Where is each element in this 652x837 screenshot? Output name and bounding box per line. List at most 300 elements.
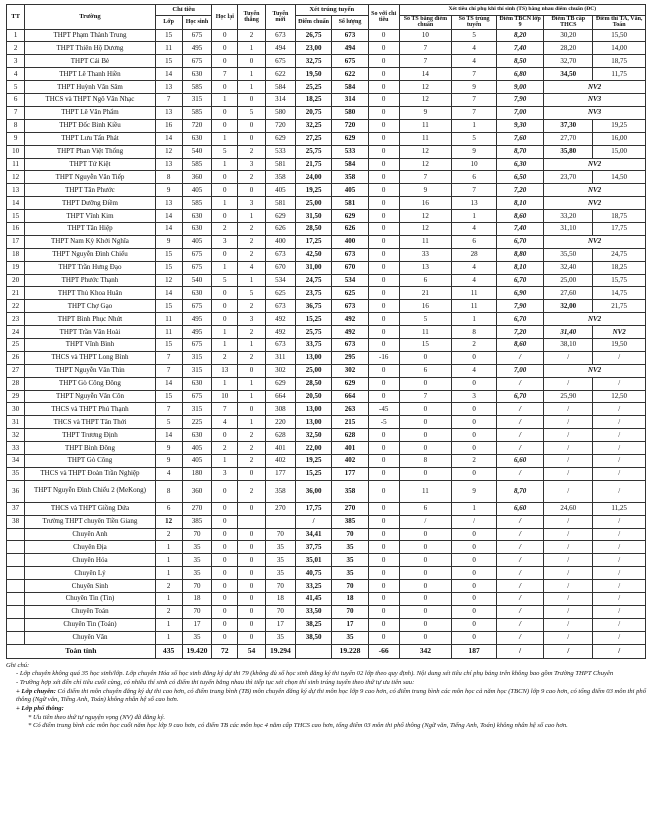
cell-school: Chuyên Toán	[25, 605, 156, 618]
cell-direct: 2	[238, 480, 266, 502]
cell-tbcn: 6,70	[497, 235, 544, 248]
cell-repeat: 7	[212, 403, 238, 416]
cell-exam3: /	[593, 416, 646, 429]
cell-tt: 22	[7, 300, 25, 313]
cell-exam3: /	[593, 554, 646, 567]
cell-students: 675	[182, 300, 212, 313]
cell-ts-admitted: 13	[452, 197, 497, 210]
table-row	[7, 145, 646, 158]
cell-tbcn: /	[497, 528, 544, 541]
cell-students: 675	[182, 248, 212, 261]
cell-ts-equal: 0	[399, 403, 451, 416]
cell-classes: 9	[155, 442, 182, 455]
cell-classes: 11	[155, 42, 182, 55]
cell-new: 401	[265, 442, 295, 455]
cell-new: 35	[265, 631, 295, 644]
cell-tb-thcs: 24,60	[544, 502, 593, 515]
cell-count: 580	[332, 106, 368, 119]
cell-cutoff: 25,00	[295, 364, 331, 377]
cell-school: THPT Trần Hưng Đạo	[25, 261, 156, 274]
cell-school: THPT Lê Văn Phẩm	[25, 106, 156, 119]
cell-classes: 7	[155, 364, 182, 377]
cell-ts-equal: 21	[399, 287, 451, 300]
cell-exam3: 14,00	[593, 42, 646, 55]
cell-vs-target: 0	[368, 55, 399, 68]
total-row	[7, 644, 646, 658]
col-students: Học sinh	[182, 16, 212, 30]
cell-cutoff: 25,00	[295, 197, 331, 210]
cell-ts-equal: 9	[399, 184, 451, 197]
cell-new: 673	[265, 29, 295, 42]
cell-vs-target: 0	[368, 94, 399, 107]
cell-repeat: 0	[212, 480, 238, 502]
cell-new: 533	[265, 145, 295, 158]
cell-vs-target: 0	[368, 119, 399, 132]
cell-ts-equal: 5	[399, 313, 451, 326]
cell-exam3: 16,00	[593, 132, 646, 145]
cell-count: 584	[332, 158, 368, 171]
col-group-tiebreak: Xét tiêu chí phụ khi thí sinh (TS) bằng nhau điểm chuẩn (ĐC)	[399, 5, 645, 16]
cell-count: 405	[332, 184, 368, 197]
total-tm: 19.294	[265, 644, 295, 658]
cell-new: 664	[265, 390, 295, 403]
cell-school: THPT Bình Phục Nhứt	[25, 313, 156, 326]
cell-repeat: 0	[212, 567, 238, 580]
cell-count: 35	[332, 631, 368, 644]
cell-count: 358	[332, 171, 368, 184]
cell-tbcn: 8,10	[497, 261, 544, 274]
cell-repeat: 0	[212, 541, 238, 554]
cell-students: 630	[182, 222, 212, 235]
cell-ts-equal: 0	[399, 605, 451, 618]
cell-direct: 0	[238, 528, 266, 541]
col-tt: TT	[7, 5, 25, 30]
cell-new: 629	[265, 132, 295, 145]
table-row	[7, 364, 646, 377]
cell-ts-equal: 0	[399, 593, 451, 606]
cell-vs-target: 0	[368, 377, 399, 390]
cell-count: 629	[332, 132, 368, 145]
cell-tt: 18	[7, 248, 25, 261]
cell-tbcn: /	[497, 403, 544, 416]
cell-tbcn: /	[497, 567, 544, 580]
cell-ts-admitted: 0	[452, 618, 497, 631]
cell-nv: NV2	[544, 158, 646, 171]
cell-repeat: 0	[212, 248, 238, 261]
cell-ts-equal: 11	[399, 235, 451, 248]
cell-students: 630	[182, 377, 212, 390]
cell-direct: 2	[238, 300, 266, 313]
cell-new: 626	[265, 222, 295, 235]
cell-ts-admitted: 0	[452, 554, 497, 567]
cell-direct: 2	[238, 29, 266, 42]
cell-vs-target: 0	[368, 515, 399, 528]
table-row	[7, 416, 646, 429]
cell-count: 302	[332, 364, 368, 377]
cell-vs-target: 0	[368, 593, 399, 606]
cell-school: Chuyên Hóa	[25, 554, 156, 567]
cell-school: THPT Thủ Khoa Huân	[25, 287, 156, 300]
cell-cutoff: 27,25	[295, 132, 331, 145]
cell-count: 35	[332, 567, 368, 580]
cell-ts-equal: 0	[399, 631, 451, 644]
table-row	[7, 580, 646, 593]
cell-direct: 0	[238, 605, 266, 618]
cell-tbcn: 6,60	[497, 502, 544, 515]
table-row	[7, 68, 646, 81]
cell-tb-thcs: /	[544, 618, 593, 631]
cell-new: 622	[265, 68, 295, 81]
cell-students: 630	[182, 210, 212, 223]
cell-ts-admitted: 4	[452, 364, 497, 377]
cell-new: 35	[265, 567, 295, 580]
cell-tbcn: 6,80	[497, 68, 544, 81]
cell-students: 585	[182, 197, 212, 210]
cell-vs-target: -5	[368, 416, 399, 429]
cell-exam3: 15,00	[593, 145, 646, 158]
cell-ts-equal: 0	[399, 429, 451, 442]
cell-direct: 4	[238, 261, 266, 274]
cell-ts-admitted: 0	[452, 528, 497, 541]
cell-cutoff: 32,50	[295, 429, 331, 442]
cell-exam3: 18,75	[593, 55, 646, 68]
cell-school: THPT Nam Kỳ Khởi Nghĩa	[25, 235, 156, 248]
cell-nv: NV2	[544, 313, 646, 326]
cell-ts-admitted: 4	[452, 55, 497, 68]
cell-exam3: /	[593, 351, 646, 364]
cell-students: 225	[182, 416, 212, 429]
cell-classes: 8	[155, 480, 182, 502]
cell-students: 540	[182, 274, 212, 287]
cell-repeat: 2	[212, 351, 238, 364]
cell-cutoff: 36,75	[295, 300, 331, 313]
cell-school: Chuyên Lý	[25, 567, 156, 580]
table-row	[7, 326, 646, 339]
cell-ts-equal: 0	[399, 351, 451, 364]
cell-direct: 2	[238, 442, 266, 455]
table-row	[7, 502, 646, 515]
cell-exam3: 18,75	[593, 210, 646, 223]
cell-vs-target: 0	[368, 287, 399, 300]
cell-students: 675	[182, 55, 212, 68]
table-row	[7, 429, 646, 442]
cell-tb-thcs: /	[544, 351, 593, 364]
cell-new: 270	[265, 502, 295, 515]
cell-vs-target: 0	[368, 442, 399, 455]
cell-ts-admitted: 4	[452, 222, 497, 235]
cell-ts-admitted: 7	[452, 68, 497, 81]
cell-repeat: 0	[212, 554, 238, 567]
cell-tb-thcs: 27,60	[544, 287, 593, 300]
cell-ts-admitted: 1	[452, 313, 497, 326]
cell-tb-thcs: 32,40	[544, 261, 593, 274]
cell-tb-thcs: 34,50	[544, 68, 593, 81]
cell-new: 673	[265, 338, 295, 351]
document	[6, 4, 646, 731]
cell-ts-equal: 13	[399, 261, 451, 274]
cell-ts-equal: 11	[399, 326, 451, 339]
cell-new: 629	[265, 377, 295, 390]
cell-classes: 1	[155, 554, 182, 567]
table-row	[7, 351, 646, 364]
cell-classes: 13	[155, 81, 182, 94]
cell-tbcn: /	[497, 442, 544, 455]
cell-ts-equal: 10	[399, 29, 451, 42]
cell-tb-thcs: /	[544, 442, 593, 455]
note-6: * Có điểm trung bình các môn học cuối năm học lớp 9 cao hơn, có điểm TB các môn học 4 năm cấp THCS cao hơn, tổng điểm 03 môn thi phổ thông (Ngữ văn, Tiếng Anh, Toán) không nhân hệ số cao hơn.	[28, 722, 568, 730]
cell-cutoff: 20,50	[295, 390, 331, 403]
cell-school: THPT Vĩnh Kim	[25, 210, 156, 223]
cell-vs-target: 0	[368, 235, 399, 248]
cell-students: 585	[182, 81, 212, 94]
cell-school: THPT Phước Thạnh	[25, 274, 156, 287]
cell-direct: 0	[238, 132, 266, 145]
cell-tb-thcs: 25,90	[544, 390, 593, 403]
cell-classes: 15	[155, 300, 182, 313]
cell-classes: 14	[155, 132, 182, 145]
cell-tbcn: 8,50	[497, 55, 544, 68]
cell-classes: 12	[155, 145, 182, 158]
cell-tbcn: /	[497, 593, 544, 606]
cell-vs-target: 0	[368, 326, 399, 339]
cell-nv: NV2	[544, 235, 646, 248]
cell-classes: 14	[155, 210, 182, 223]
cell-classes: 14	[155, 222, 182, 235]
cell-classes: 15	[155, 390, 182, 403]
note-3	[6, 688, 646, 705]
cell-students: 495	[182, 326, 212, 339]
cell-classes: 15	[155, 261, 182, 274]
cell-tt: 8	[7, 119, 25, 132]
note-5: * Ưu tiên theo thứ tự nguyện vọng (NV) đã đăng ký.	[28, 713, 166, 721]
cell-classes: 6	[155, 502, 182, 515]
cell-count: 358	[332, 480, 368, 502]
cell-tt: 27	[7, 364, 25, 377]
table-row	[7, 593, 646, 606]
cell-nv: NV2	[544, 364, 646, 377]
cell-school: Chuyên Sinh	[25, 580, 156, 593]
cell-school: THCS và THPT Long Bình	[25, 351, 156, 364]
cell-count: 177	[332, 467, 368, 480]
cell-tt: 29	[7, 390, 25, 403]
cell-ts-admitted: 9	[452, 145, 497, 158]
cell-ts-equal: 11	[399, 119, 451, 132]
cell-tt: 19	[7, 261, 25, 274]
cell-cutoff: 31,00	[295, 261, 331, 274]
col-tb-thcs: Điểm TB cấp THCS	[544, 16, 593, 30]
cell-tt: 1	[7, 29, 25, 42]
total-hl: 72	[212, 644, 238, 658]
cell-tbcn: /	[497, 580, 544, 593]
cell-count: 17	[332, 618, 368, 631]
cell-tb-thcs: 35,80	[544, 145, 593, 158]
table-row	[7, 274, 646, 287]
cell-classes: 9	[155, 454, 182, 467]
cell-tbcn: 8,70	[497, 480, 544, 502]
cell-tbcn: 8,70	[497, 145, 544, 158]
cell-cutoff: 20,75	[295, 106, 331, 119]
table-row	[7, 467, 646, 480]
cell-vs-target: 0	[368, 132, 399, 145]
cell-new: 494	[265, 42, 295, 55]
cell-tb-thcs: /	[544, 554, 593, 567]
cell-tb-thcs: /	[544, 480, 593, 502]
cell-students: 630	[182, 132, 212, 145]
cell-count: 673	[332, 248, 368, 261]
cell-tbcn: /	[497, 351, 544, 364]
cell-tbcn: 7,40	[497, 42, 544, 55]
cell-count: 534	[332, 274, 368, 287]
cell-exam3: 17,75	[593, 222, 646, 235]
cell-students: 315	[182, 94, 212, 107]
cell-cutoff: 17,75	[295, 502, 331, 515]
cell-classes: 14	[155, 287, 182, 300]
cell-cutoff: 32,75	[295, 55, 331, 68]
cell-count: 263	[332, 403, 368, 416]
cell-tbcn: /	[497, 515, 544, 528]
table-row	[7, 55, 646, 68]
cell-classes: 11	[155, 326, 182, 339]
cell-ts-admitted: 0	[452, 580, 497, 593]
cell-repeat: 0	[212, 631, 238, 644]
cell-repeat: 0	[212, 593, 238, 606]
cell-repeat: 0	[212, 515, 238, 528]
cell-tb-thcs: /	[544, 567, 593, 580]
cell-repeat: 0	[212, 29, 238, 42]
table-row	[7, 618, 646, 631]
cell-tb-thcs: 35,50	[544, 248, 593, 261]
cell-count: 629	[332, 210, 368, 223]
cell-direct: 2	[238, 235, 266, 248]
cell-direct: 0	[238, 184, 266, 197]
cell-new: 220	[265, 416, 295, 429]
cell-tt	[7, 541, 25, 554]
cell-vs-target: -45	[368, 403, 399, 416]
cell-ts-equal: 12	[399, 158, 451, 171]
cell-exam3: 19,50	[593, 338, 646, 351]
cell-new: 358	[265, 480, 295, 502]
cell-tt: 3	[7, 55, 25, 68]
cell-count: 629	[332, 377, 368, 390]
cell-cutoff: 33,75	[295, 338, 331, 351]
cell-tbcn: 8,80	[497, 248, 544, 261]
table-row	[7, 119, 646, 132]
cell-tbcn: 7,90	[497, 300, 544, 313]
cell-repeat: 5	[212, 274, 238, 287]
cell-count: 492	[332, 326, 368, 339]
cell-count: 625	[332, 287, 368, 300]
cell-tt: 20	[7, 274, 25, 287]
cell-count: 494	[332, 42, 368, 55]
cell-ts-admitted: 1	[452, 119, 497, 132]
cell-tb-thcs: /	[544, 528, 593, 541]
cell-tt: 2	[7, 42, 25, 55]
cell-direct: 0	[238, 502, 266, 515]
table-row	[7, 171, 646, 184]
cell-new: 302	[265, 364, 295, 377]
cell-tb-thcs: /	[544, 631, 593, 644]
cell-cutoff: 34,41	[295, 528, 331, 541]
cell-ts-admitted: 5	[452, 132, 497, 145]
cell-exam3: 15,50	[593, 29, 646, 42]
cell-students: 360	[182, 480, 212, 502]
cell-count: 675	[332, 55, 368, 68]
cell-new: 17	[265, 618, 295, 631]
cell-repeat: 7	[212, 68, 238, 81]
cell-tbcn: 7,40	[497, 222, 544, 235]
cell-count: 584	[332, 81, 368, 94]
cell-tb-thcs: 25,00	[544, 274, 593, 287]
table-row	[7, 390, 646, 403]
cell-count: 626	[332, 222, 368, 235]
cell-ts-equal: 8	[399, 454, 451, 467]
table-row	[7, 605, 646, 618]
cell-tb-thcs: 30,20	[544, 29, 593, 42]
cell-cutoff: 25,25	[295, 81, 331, 94]
cell-vs-target: 0	[368, 68, 399, 81]
cell-ts-equal: 11	[399, 132, 451, 145]
cell-exam3: NV2	[593, 326, 646, 339]
cell-vs-target: 0	[368, 580, 399, 593]
cell-exam3: /	[593, 515, 646, 528]
cell-ts-equal: 0	[399, 377, 451, 390]
cell-classes: 1	[155, 567, 182, 580]
cell-repeat: 1	[212, 132, 238, 145]
total-tbcn: /	[497, 644, 544, 658]
cell-tbcn: /	[497, 429, 544, 442]
cell-count: 533	[332, 145, 368, 158]
cell-ts-admitted: 8	[452, 326, 497, 339]
cell-tb-thcs: 32,00	[544, 300, 593, 313]
cell-ts-admitted: 9	[452, 480, 497, 502]
cell-classes: 7	[155, 403, 182, 416]
table-row	[7, 132, 646, 145]
cell-students: 360	[182, 171, 212, 184]
cell-ts-admitted: 6	[452, 235, 497, 248]
cell-vs-target: 0	[368, 618, 399, 631]
cell-new: 402	[265, 454, 295, 467]
cell-vs-target: 0	[368, 29, 399, 42]
cell-school: THPT Chợ Gạo	[25, 300, 156, 313]
cell-school: THPT Đốc Binh Kiều	[25, 119, 156, 132]
total-thcs: /	[544, 644, 593, 658]
cell-repeat: 1	[212, 326, 238, 339]
total-lop: 435	[155, 644, 182, 658]
cell-classes: 1	[155, 618, 182, 631]
cell-school: THPT Lưu Tấn Phát	[25, 132, 156, 145]
cell-ts-equal: 11	[399, 480, 451, 502]
cell-tbcn: 7,20	[497, 184, 544, 197]
cell-new: 629	[265, 210, 295, 223]
cell-students: 18	[182, 593, 212, 606]
cell-school: THPT Dưỡng Điềm	[25, 197, 156, 210]
col-school: Trường	[25, 5, 156, 30]
cell-direct: 0	[238, 541, 266, 554]
cell-school: THPT Gò Công Đông	[25, 377, 156, 390]
cell-tbcn: /	[497, 467, 544, 480]
cell-school: THPT Gò Công	[25, 454, 156, 467]
cell-nv: NV3	[544, 94, 646, 107]
cell-exam3: /	[593, 480, 646, 502]
cell-cutoff: 38,25	[295, 618, 331, 631]
cell-cutoff: 23,75	[295, 287, 331, 300]
cell-cutoff: 13,00	[295, 403, 331, 416]
cell-new: 492	[265, 326, 295, 339]
cell-exam3: /	[593, 567, 646, 580]
cell-tb-thcs: /	[544, 454, 593, 467]
total-sv: -66	[368, 644, 399, 658]
cell-count: 385	[332, 515, 368, 528]
